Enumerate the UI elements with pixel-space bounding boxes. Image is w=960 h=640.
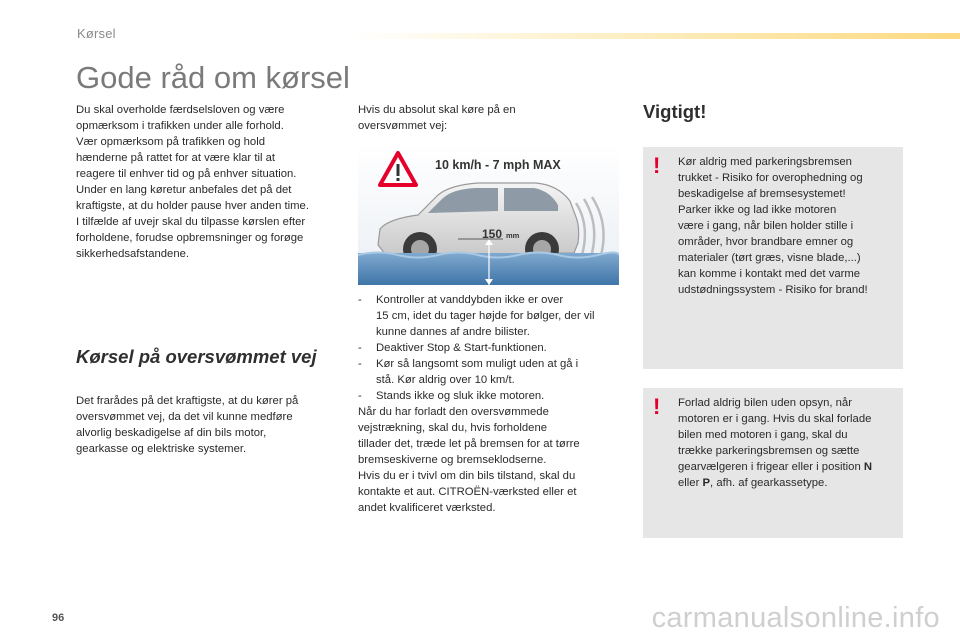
warning-text: Forlad aldrig bilen uden opsyn, når motoren er i gang. Hvis du skal forlade bilen med motoren i gang, skal du trække parkeringsbremsen og sætte gearvælgeren i frigear eller i position N eller P, afh. af gearkassetype.	[678, 397, 873, 489]
flooded-road-illustration	[358, 145, 619, 285]
exclamation-icon: !	[653, 394, 661, 419]
header-accent-rule	[355, 33, 960, 39]
warning-text: Kør aldrig med parkeringsbremsen trukket - Risiko for overophedning og beskadigelse af bremsesystemet! Parker ikke og lad ikke motoren være i gang, når bilen holder stille i områder, hvor brandbare emner og materialer (tørt græs, visne blade,...) kan komme i kontakt med det varme udstødningssystem - Risiko for brand!	[678, 156, 868, 296]
depth-value: 150	[482, 227, 503, 241]
list-item: - Deaktiver Stop & Start-funktionen.	[358, 342, 547, 354]
gear-position-n: N	[863, 461, 873, 473]
important-title: Vigtigt!	[643, 101, 707, 122]
exclamation-icon: !	[653, 153, 661, 178]
depth-unit: mm	[506, 231, 520, 240]
flood-instructions-list	[358, 292, 623, 404]
flood-paragraph: Det frarådes på det kraftigste, at du kører på oversvømmet vej, da det vil kunne medføre alvorlig beskadigelse af din bils motor, gearkasse og elektriske systemer.	[76, 395, 299, 455]
flooded-road-svg	[358, 145, 619, 285]
list-item: - Kontroller at vanddybden ikke er over 15 cm, idet du tager højde for bølger, der vil kunne dannes af andre bilister.	[358, 294, 595, 338]
list-item: - Stands ikke og sluk ikke motoren.	[358, 390, 545, 402]
list-item: - Kør så langsomt som muligt uden at gå i stå. Kør aldrig over 10 km/t.	[358, 358, 579, 386]
warning-box-unattended	[643, 388, 903, 538]
after-flood-paragraph: Når du har forladt den oversvømmede vejstrækning, skal du, hvis forholdene tillader det, træde let på bremsen for at tørre bremseskiverne og bremseklodserne. Hvis du er i tvivl om din bils tilstand, skal du kontakte et aut. CITROËN-værksted eller et andet kvalificeret værksted.	[358, 406, 580, 514]
page-title: Gode råd om kørsel	[76, 60, 350, 95]
page-number: 96	[52, 612, 65, 624]
speed-limit-label: 10 km/h - 7 mph MAX	[435, 158, 561, 172]
watermark: carmanualsonline.info	[651, 602, 940, 634]
flood-intro-paragraph: Hvis du absolut skal køre på en oversvømmet vej:	[358, 104, 516, 132]
gear-position-p: P	[702, 477, 711, 489]
section-label: Kørsel	[77, 26, 116, 41]
warning-box-parking-brake	[643, 147, 903, 369]
flood-section-title: Kørsel på oversvømmet vej	[76, 346, 317, 367]
intro-paragraph: Du skal overholde færdselsloven og være opmærksom i trafikken under alle forhold. Vær opmærksom på trafikken og hold hænderne på rattet for at være klar til at reagere til enhver tid og på enhver situation. Under en lang køretur anbefales det på det kraftigste, at du holder pause hver anden time. I tilfælde af uvejr skal du tilpasse kørslen efter forholdene, forudse opbremsninger og forøge sikkerhedsafstandene.	[76, 104, 309, 260]
